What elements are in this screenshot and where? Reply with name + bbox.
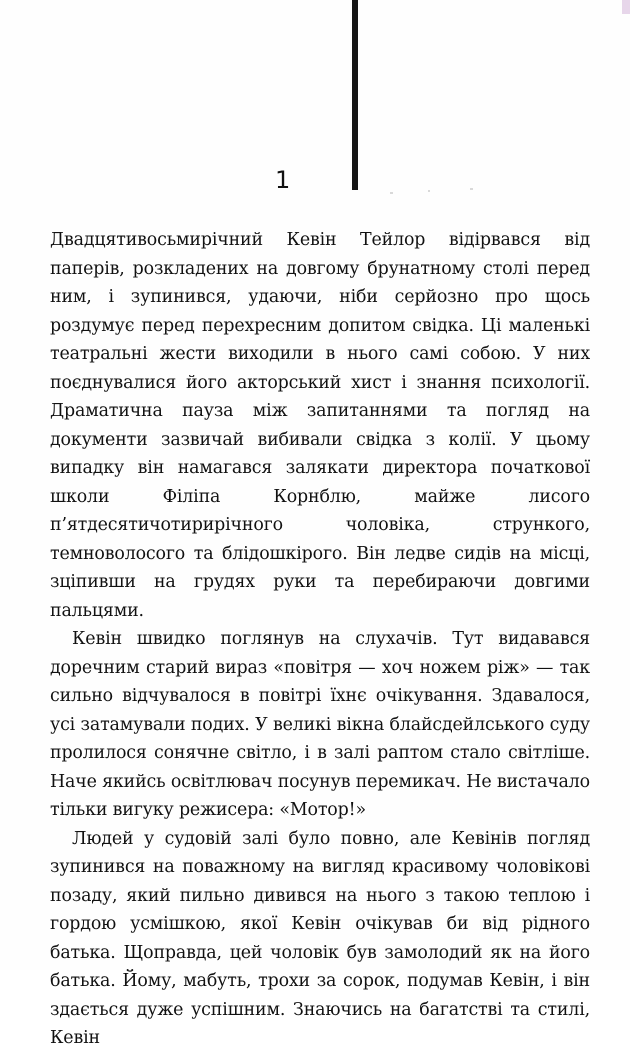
scan-speck <box>470 188 473 190</box>
paragraph: Людей у судовій залі було повно, але Кевінів погляд зупинився на поважному на вигляд красивому чоловікові позаду, який пильно дивився на нього з такою теплою і гордою усмішкою, якої Кевін очікував би від рідного батька. Щоправда, цей чоловік був замолодий як на його батька. Йому, мабуть, трохи за сорок, подумав Кевін, і він здається дуже успішним. Знаючись на багатстві та стилі, Кевін <box>50 828 590 1048</box>
scan-speck <box>428 190 430 192</box>
decorative-vertical-rule <box>352 0 358 190</box>
chapter-body <box>50 226 590 1053</box>
paragraph: Кевін швидко поглянув на слухачів. Тут видавався доречним старий вираз «повітря — хоч ножем ріж» — так сильно відчувалося в повітрі їхнє очікування. Здавалося, усі затамували подих. У великі вікна блайсдейлського суду пролилося сонячне світло, і в залі раптом стало світліше. Наче якийсь освітлювач посунув перемикач. Не вистачало тільки вигуку режисера: «Мотор!» <box>50 629 590 820</box>
paragraph: Двадцятивосьмирічний Кевін Тейлор відірвався від паперів, розкладених на довгому брунатному столі перед ним, і зупинився, удаючи, ніби серйозно про щось роздумує перед перехресним допитом свідка. Ці маленькі театральні жести виходили в нього самі собою. У них поєднувалися його акторський хист і знання психології. Драматична пауза між запитаннями та погляд на документи зазвичай вибивали свідка з колії. У цьому випадку він намагався залякати директора початкової школи Філіпа Корнблю, майже лисого п’ятдесятичотирирічного чоловіка, стрункого, темноволосого та блідошкірого. Він ледве сидів на місці, зціпивши на грудях руки та перебираючи довгими пальцями. <box>50 230 590 621</box>
scan-speck <box>390 192 393 194</box>
page-edge-mark <box>622 0 630 14</box>
chapter-number: 1 <box>275 166 291 194</box>
